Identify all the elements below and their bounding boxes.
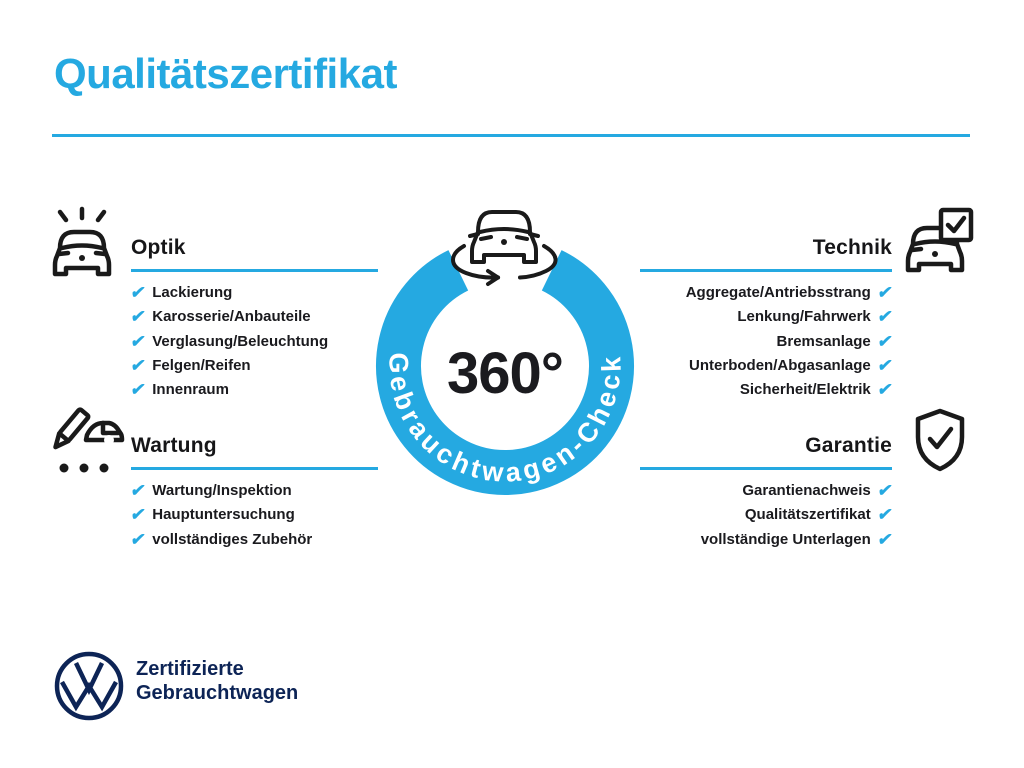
- list-item-label: vollständiges Zubehör: [152, 530, 313, 548]
- list-item-label: Wartung/Inspektion: [152, 482, 292, 499]
- check-icon: ✔: [129, 505, 147, 525]
- page-title: Qualitätszertifikat: [54, 50, 397, 97]
- list-item: [129, 307, 378, 327]
- check-icon: ✔: [129, 355, 147, 375]
- brand-wordmark: [136, 657, 298, 705]
- vw-logo: [53, 650, 125, 722]
- check-icon: ✔: [876, 380, 894, 400]
- pencil-car-dots-icon: [42, 404, 126, 480]
- check-icon: ✔: [876, 481, 894, 500]
- section-wartung: [131, 434, 378, 556]
- check-icon: ✔: [129, 529, 147, 549]
- list-item-label: Lackierung: [152, 284, 233, 301]
- section-heading-technik: Technik: [640, 236, 892, 272]
- list-item-label: Sicherheit/Elektrik: [739, 381, 871, 399]
- list-item: [129, 505, 378, 525]
- checklist-garantie: [640, 483, 892, 547]
- list-item-label: Bremsanlage: [776, 332, 871, 350]
- list-item: [129, 529, 378, 549]
- car-front-rotation-icon: [438, 198, 570, 294]
- checklist-optik: [129, 283, 378, 400]
- check-icon: ✔: [876, 355, 894, 375]
- section-heading-garantie: Garantie: [640, 434, 892, 470]
- check-icon: ✔: [876, 331, 894, 351]
- section-garantie: [640, 434, 892, 556]
- check-icon: ✔: [876, 529, 894, 549]
- list-item-label: Garantienachweis: [742, 482, 871, 499]
- list-item-label: Verglasung/Beleuchtung: [152, 332, 329, 350]
- list-item: [640, 483, 892, 498]
- section-technik: [640, 236, 892, 406]
- list-item: [640, 285, 892, 300]
- list-item-label: Karosserie/Anbauteile: [152, 308, 311, 326]
- check-icon: ✔: [129, 481, 147, 500]
- list-item-label: vollständige Unterlagen: [700, 530, 871, 548]
- list-item: [129, 355, 378, 375]
- ring-label: Gebrauchtwagen-Check: [383, 352, 627, 489]
- list-item: [129, 331, 378, 351]
- check-icon: ✔: [129, 331, 147, 351]
- list-item-label: Lenkung/Fahrwerk: [737, 308, 871, 326]
- list-item: [640, 529, 894, 549]
- section-heading-wartung: Wartung: [131, 434, 378, 470]
- check-icon: ✔: [129, 380, 147, 400]
- check-icon: ✔: [876, 505, 894, 525]
- list-item: [129, 380, 378, 400]
- check-icon: ✔: [876, 307, 894, 327]
- list-item-label: Felgen/Reifen: [152, 356, 251, 374]
- check-icon: ✔: [876, 283, 894, 302]
- list-item-label: Innenraum: [152, 381, 229, 399]
- shield-check-icon: [910, 406, 970, 476]
- list-item-label: Aggregate/Antriebsstrang: [685, 284, 871, 301]
- list-item-label: Unterboden/Abgasanlage: [689, 356, 871, 374]
- list-item: [640, 331, 894, 351]
- title-divider: [52, 134, 970, 137]
- list-item: [640, 355, 894, 375]
- list-item: [640, 505, 894, 525]
- car-shine-icon: [44, 204, 120, 282]
- car-checkbox-icon: [901, 206, 975, 280]
- checklist-wartung: [131, 483, 378, 547]
- degree-label: 360°: [447, 340, 563, 406]
- list-item: [131, 483, 378, 498]
- section-heading-optik: Optik: [131, 236, 378, 272]
- check-icon: ✔: [129, 283, 147, 302]
- list-item: [131, 285, 378, 300]
- list-item: [640, 380, 894, 400]
- list-item-label: Qualitätszertifikat: [744, 506, 871, 524]
- section-optik: [131, 236, 378, 406]
- brand-line1: Zertifizierte: [136, 658, 244, 680]
- list-item-label: Hauptuntersuchung: [152, 506, 295, 524]
- list-item: [640, 307, 894, 327]
- brand-line2: Gebrauchtwagen: [136, 682, 299, 704]
- checklist-technik: [640, 283, 894, 400]
- check-icon: ✔: [129, 307, 147, 327]
